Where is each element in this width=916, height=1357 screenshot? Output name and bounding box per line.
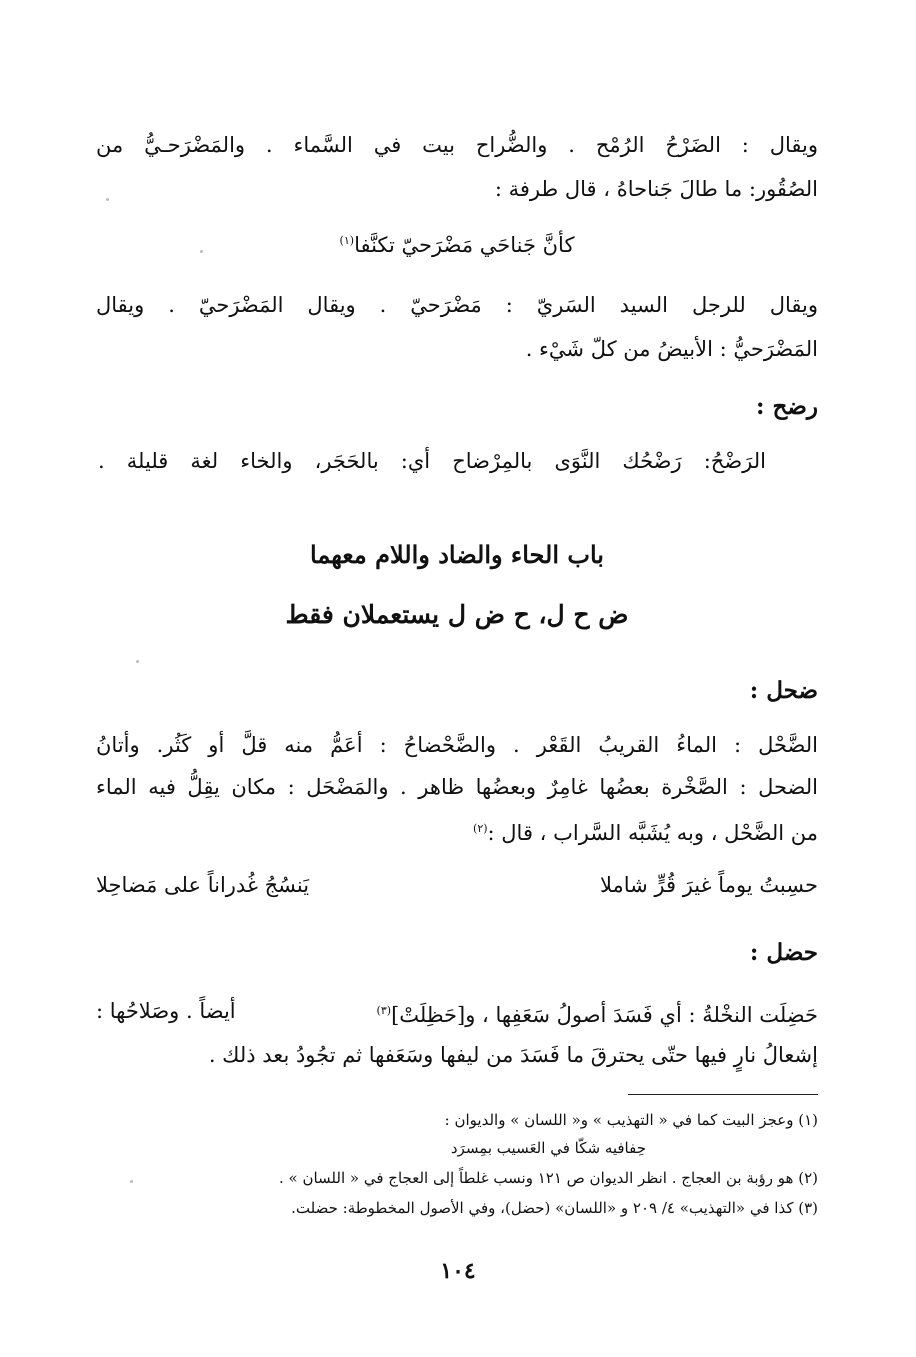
scan-speck bbox=[130, 1180, 133, 1183]
paragraph-line bbox=[96, 814, 818, 848]
paragraph-text bbox=[377, 996, 818, 1030]
footnote-3: (٣) كذا في «التهذيب» ٤/ ٢٠٩ و «اللسان» (حضل)، وفي الأصول المخطوطة: حضلت. bbox=[291, 1199, 818, 1217]
verse-text: كأنَّ جَناحَي مَضْرَحيّ تكنَّفا bbox=[354, 233, 575, 257]
paragraph-line: الرَضْحُ: رَضْحُك النَّوَى بالمِرْضاح أي: بالحَجَر، والخاء لغة قليلة . bbox=[98, 449, 766, 473]
paragraph-text: من الضَّحْل ، وبه يُشَبَّه السَّراب ، قال : bbox=[487, 821, 818, 845]
verse-line bbox=[96, 226, 818, 260]
paragraph-line: إشعالُ نارٍ فيها حتّى يحترقَ ما فَسَدَ من ليفها وسَعَفها ثم تجُودُ بعد ذلك . bbox=[208, 1043, 818, 1067]
page-number: ١٠٤ bbox=[440, 1258, 476, 1284]
footnote-separator bbox=[628, 1094, 818, 1095]
footnote-1: (١) وعجز البيت كما في « التهذيب » و« اللسان » والديوان : bbox=[444, 1111, 818, 1129]
entry-heading: رضح : bbox=[756, 393, 818, 420]
paragraph-line: الصُقُور: ما طالَ جَناحاهُ ، قال طرفة : bbox=[494, 177, 818, 201]
scan-speck bbox=[136, 660, 139, 663]
footnote-ref: (١) bbox=[339, 234, 355, 247]
paragraph-line bbox=[96, 996, 818, 1030]
scan-speck bbox=[106, 198, 109, 201]
paragraph-line: المَضْرَحيُّ : الأبيضُ من كلّ شَيْء . bbox=[525, 337, 818, 361]
footnote-ref: (٣) bbox=[376, 1004, 392, 1017]
footnote-1-verse: حِفافيه شكّا في العَسيب بمِسرَد bbox=[450, 1139, 646, 1157]
entry-heading: حضل : bbox=[749, 939, 818, 966]
paragraph-line: الضَّحْل : الماءُ القريبُ القَعْر . والضَّحْضاحُ : أعَمُّ منه قلَّ أو كَثُر. وأتانُ bbox=[96, 733, 818, 757]
chapter-title: باب الحاء والضاد واللام معهما bbox=[310, 540, 604, 569]
paragraph-line: ويقال للرجل السيد السَريّ : مَضْرَحيّ . ويقال المَضْرَحيّ . ويقال bbox=[96, 293, 818, 317]
paragraph-line: ويقال : الضَرْحُ الرُمْح . والضُّراح بيت في السَّماء . والمَضْرَحـيُّ من bbox=[96, 133, 818, 157]
paragraph-fragment: أيضاً . وصَلاحُها : bbox=[96, 999, 236, 1023]
scan-speck bbox=[200, 250, 203, 253]
verse-line bbox=[96, 870, 818, 900]
verse-hemistich-second: يَنسُجُ غُدراناً على مَضاحِلا bbox=[96, 873, 310, 897]
verse-hemistich-first: حسِبتُ يوماً غيرَ قُرٍّ شاملا bbox=[599, 873, 818, 897]
chapter-subtitle: ض ح ل، ح ض ل يستعملان فقط bbox=[285, 600, 629, 629]
entry-heading: ضحل : bbox=[749, 677, 818, 704]
paragraph-line: الضحل : الصَّخْرة بعضُها غامِرٌ وبعضُها ظاهر . والمَضْحَل : مكان يقِلُّ فيه الماء bbox=[96, 775, 818, 799]
footnote-2: (٢) هو رؤبة بن العجاج . انظر الديوان ص ١٢١ ونسب غلطاً إلى العجاج في « اللسان » . bbox=[278, 1169, 818, 1187]
footnote-ref: (٢) bbox=[473, 822, 488, 835]
paragraph-fragment: حَضِلَت النخْلةُ : أي فَسَدَ أصولُ سَعَفِها ، و[حَظِلَتْ] bbox=[391, 1003, 818, 1027]
